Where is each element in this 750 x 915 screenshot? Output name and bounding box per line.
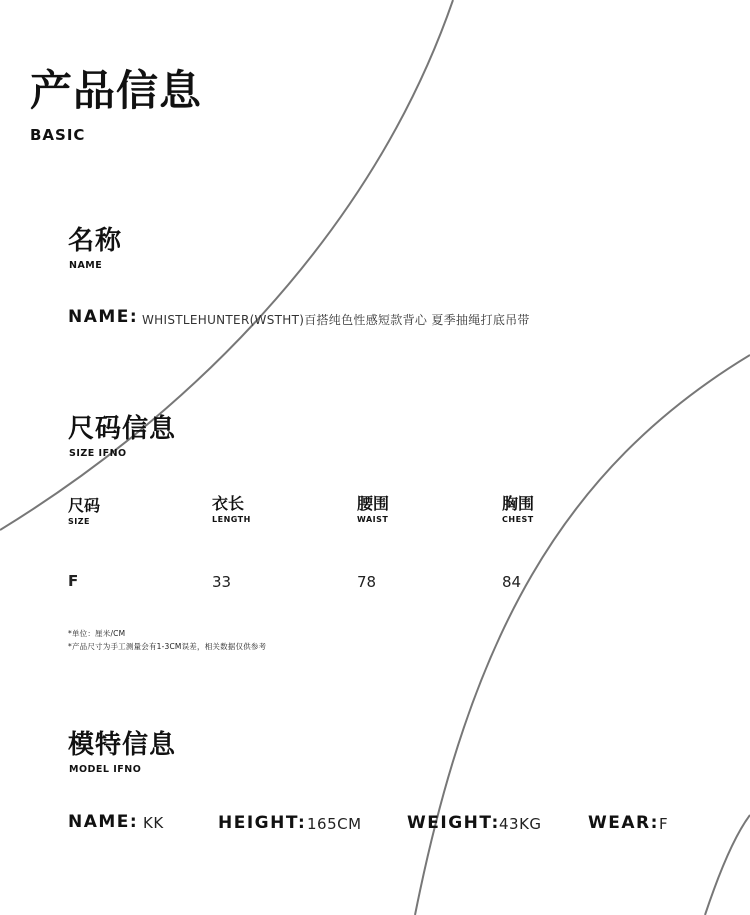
model-name-value: KK [143,814,164,832]
length-column-subheader: LENGTH [212,515,251,524]
model-weight-value: 43KG [499,815,542,833]
model-section-title: 模特信息 [68,730,177,760]
page-title: 产品信息 [30,66,203,115]
name-section-subtitle: NAME [69,260,103,271]
waist-value: 78 [357,573,377,591]
model-weight-label: WEIGHT: [407,813,500,833]
chest-column-header: 胸围 [502,494,535,513]
model-section-subtitle: MODEL IFNO [69,764,142,775]
size-value: F [68,572,79,590]
size-column-subheader: SIZE [68,517,91,526]
name-section-title: 名称 [68,226,123,256]
size-column-header: 尺码 [68,496,101,515]
chest-value: 84 [502,573,522,591]
length-value: 33 [212,573,232,591]
waist-column-header: 腰围 [357,494,390,513]
model-height-label: HEIGHT: [218,813,307,833]
size-section-title: 尺码信息 [68,414,177,444]
waist-column-subheader: WAIST [357,515,389,524]
length-column-header: 衣长 [212,494,245,513]
product-name-label: NAME: [68,307,139,327]
product-name-value: WHISTLEHUNTER(WSTHT)百搭纯色性感短款背心 夏季抽绳打底吊带 [142,313,530,327]
unit-note: *单位：厘米/CM [68,629,126,638]
model-wear-label: WEAR: [588,813,659,833]
size-section-subtitle: SIZE IFNO [69,448,127,459]
model-height-value: 165CM [307,815,362,833]
model-name-label: NAME: [68,812,139,832]
measurement-note: *产品尺寸为手工测量会有1-3CM误差，相关数据仅供参考 [68,642,267,651]
page-subtitle: BASIC [30,126,86,144]
chest-column-subheader: CHEST [502,515,534,524]
model-wear-value: F [659,815,669,833]
